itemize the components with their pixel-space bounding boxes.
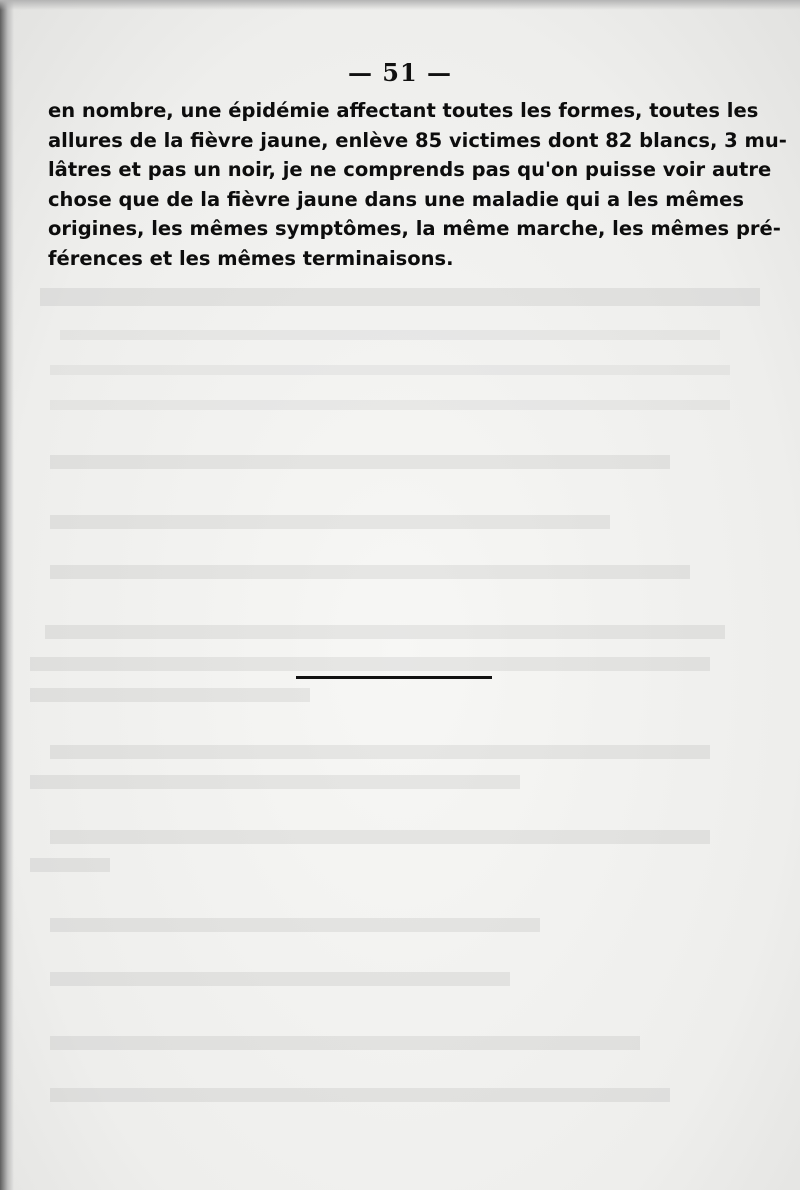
end-rule-divider — [296, 676, 492, 679]
scan-edge-shadow — [0, 0, 14, 1190]
paragraph-line: en nombre, une épidémie affectant toutes les formes, toutes les — [48, 99, 759, 122]
paragraph-line: allures de la fièvre jaune, enlève 85 victimes dont 82 blancs, 3 mu- — [48, 128, 787, 152]
body-paragraph — [48, 96, 787, 273]
scan-top-shadow — [0, 0, 800, 10]
paragraph-line: lâtres et pas un noir, je ne comprends pas qu'on puisse voir autre — [48, 158, 772, 181]
paragraph-line: férences et les mêmes terminaisons. — [48, 246, 454, 270]
paragraph-line: origines, les mêmes symptômes, la même marche, les mêmes pré- — [48, 217, 781, 240]
page-number: — 51 — — [347, 58, 453, 87]
paragraph-line: chose que de la fièvre jaune dans une maladie qui a les mêmes — [48, 187, 744, 211]
